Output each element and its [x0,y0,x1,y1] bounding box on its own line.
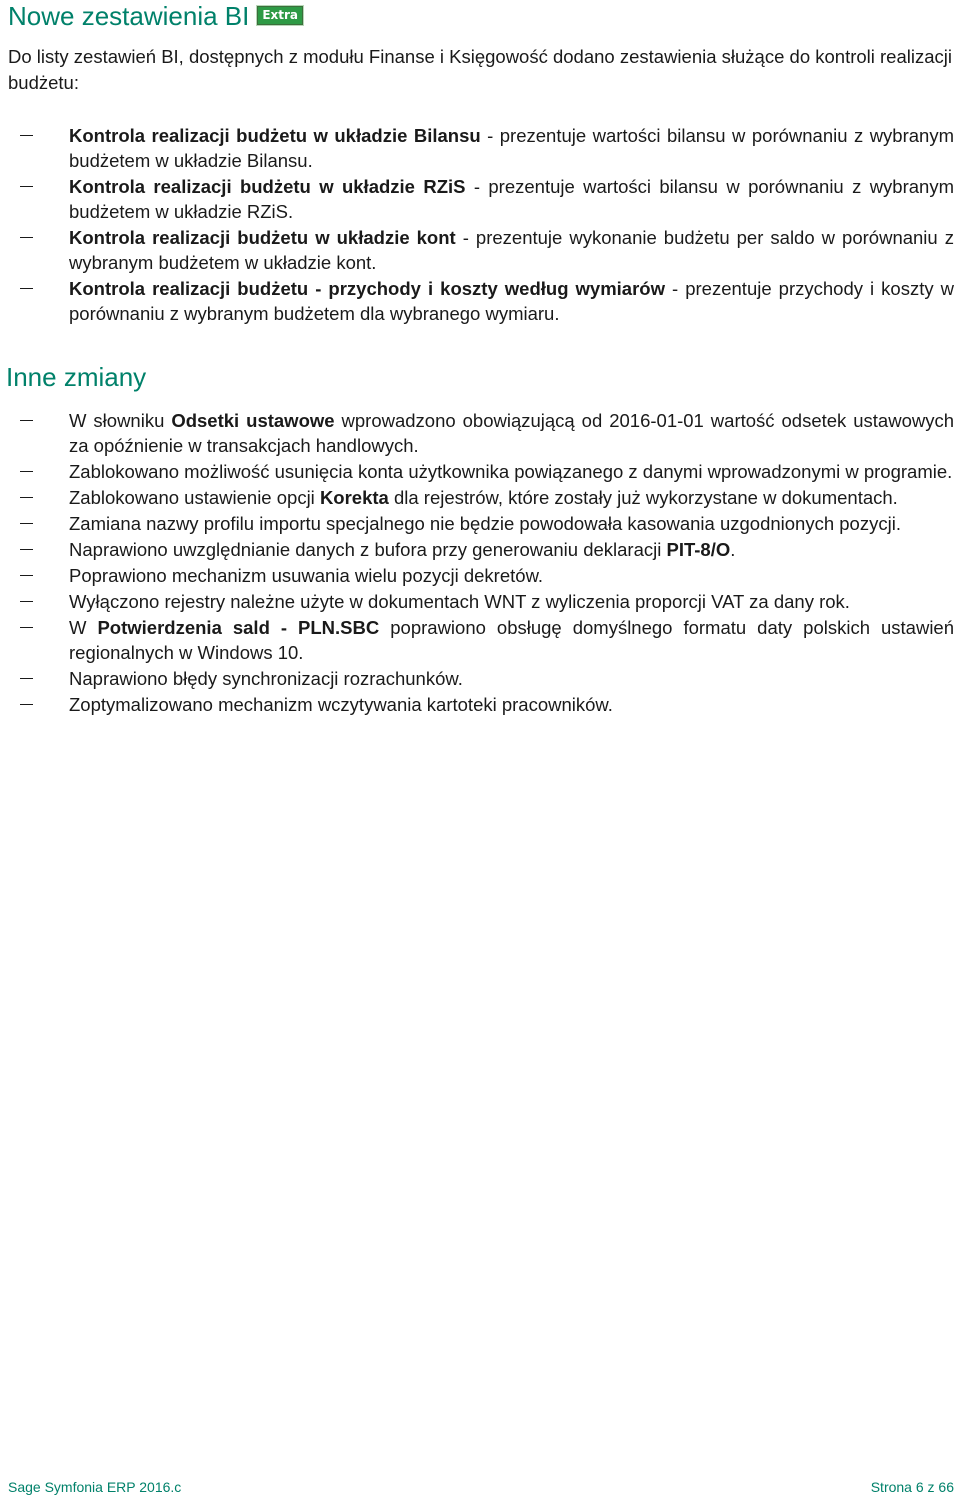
item-text: . [730,539,736,560]
item-bold-text: PIT-8/O [666,539,731,560]
item-text: Zoptymalizowano mechanizm wczytywania kartoteki pracowników. [69,694,613,715]
section-title-new-bi-reports [8,0,303,32]
list-item [0,174,960,224]
item-bold-text: Odsetki ustawowe [171,410,335,431]
list-item [0,276,960,326]
list-item [0,459,960,484]
footer-page-number: Strona 6 z 66 [870,1479,954,1495]
item-bold-text: Potwierdzenia sald - PLN.SBC [97,617,380,638]
list-item [0,537,960,562]
dash-bullet-icon [20,575,33,576]
item-text: dla rejestrów, które zostały już wykorzystane w dokumentach. [388,487,898,508]
dash-bullet-icon [20,704,33,705]
dash-bullet-icon [20,288,33,289]
list-item [0,589,960,614]
list-item [0,511,960,536]
item-text: W słowniku [69,410,172,431]
item-bold-text: Kontrola realizacji budżetu w układzie kont [69,227,456,248]
list-item [0,485,960,510]
item-text: Zablokowano możliwość usunięcia konta użytkownika powiązanego z danymi wprowadzonymi w programie. [69,461,953,482]
intro-paragraph: Do listy zestawień BI, dostępnych z modułu Finanse i Księgowość dodano zestawienia służące do kontroli realizacji budżetu: [8,46,952,93]
dash-bullet-icon [20,135,33,136]
dash-bullet-icon [20,237,33,238]
other-changes-list [0,408,960,718]
dash-bullet-icon [20,523,33,524]
item-text: - prezentuje przychody i koszty w porównaniu z wybranym budżetem dla wybranego wymiaru. [69,278,954,324]
dash-bullet-icon [20,420,33,421]
item-text: Naprawiono uwzględnianie danych z bufora przy generowaniu deklaracji [69,539,667,560]
bi-reports-list [0,123,960,327]
list-item [0,692,960,717]
item-text: Poprawiono mechanizm usuwania wielu pozycji dekretów. [69,565,544,586]
item-text: Naprawiono błędy synchronizacji rozrachunków. [69,668,463,689]
dash-bullet-icon [20,471,33,472]
dash-bullet-icon [20,549,33,550]
list-item [0,123,960,173]
extra-badge: Extra [257,6,303,25]
item-text: - prezentuje wykonanie budżetu per saldo w porównaniu z wybranym budżetem w układzie kont. [69,227,954,273]
list-item [0,563,960,588]
item-bold-text: Kontrola realizacji budżetu w układzie RZiS [69,176,466,197]
section-title-other-changes: Inne zmiany [6,362,147,392]
item-text: Zablokowano ustawienie opcji [69,487,320,508]
item-text: Wyłączono rejestry należne użyte w dokumentach WNT z wyliczenia proporcji VAT za dany rok. [69,591,850,612]
dash-bullet-icon [20,497,33,498]
footer-product-name: Sage Symfonia ERP 2016.c [8,1479,182,1495]
dash-bullet-icon [20,186,33,187]
list-item [0,666,960,691]
item-bold-text: Korekta [319,487,389,508]
item-text: Zamiana nazwy profilu importu specjalnego nie będzie powodowała kasowania uzgodnionych pozycji. [69,513,901,534]
item-text: poprawiono obsługę domyślnego formatu daty polskich ustawień regionalnych w Windows 10. [69,617,955,663]
dash-bullet-icon [20,678,33,679]
list-item [0,408,960,458]
item-bold-text: Kontrola realizacji budżetu w układzie Bilansu [69,125,481,146]
dash-bullet-icon [20,601,33,602]
item-text: - prezentuje wartości bilansu w porównaniu z wybranym budżetem w układzie Bilansu. [69,125,954,171]
section-title-text: Nowe zestawienia BI [8,1,250,31]
list-item [0,615,960,665]
item-text: wprowadzono obowiązującą od 2016-01-01 wartość odsetek ustawowych za opóźnienie w transakcjach handlowych. [69,410,955,456]
item-text: W [69,617,98,638]
item-bold-text: Kontrola realizacji budżetu - przychody i koszty według wymiarów [69,278,665,299]
item-text: - prezentuje wartości bilansu w porównaniu z wybranym budżetem w układzie RZiS. [69,176,954,222]
dash-bullet-icon [20,627,33,628]
list-item [0,225,960,275]
